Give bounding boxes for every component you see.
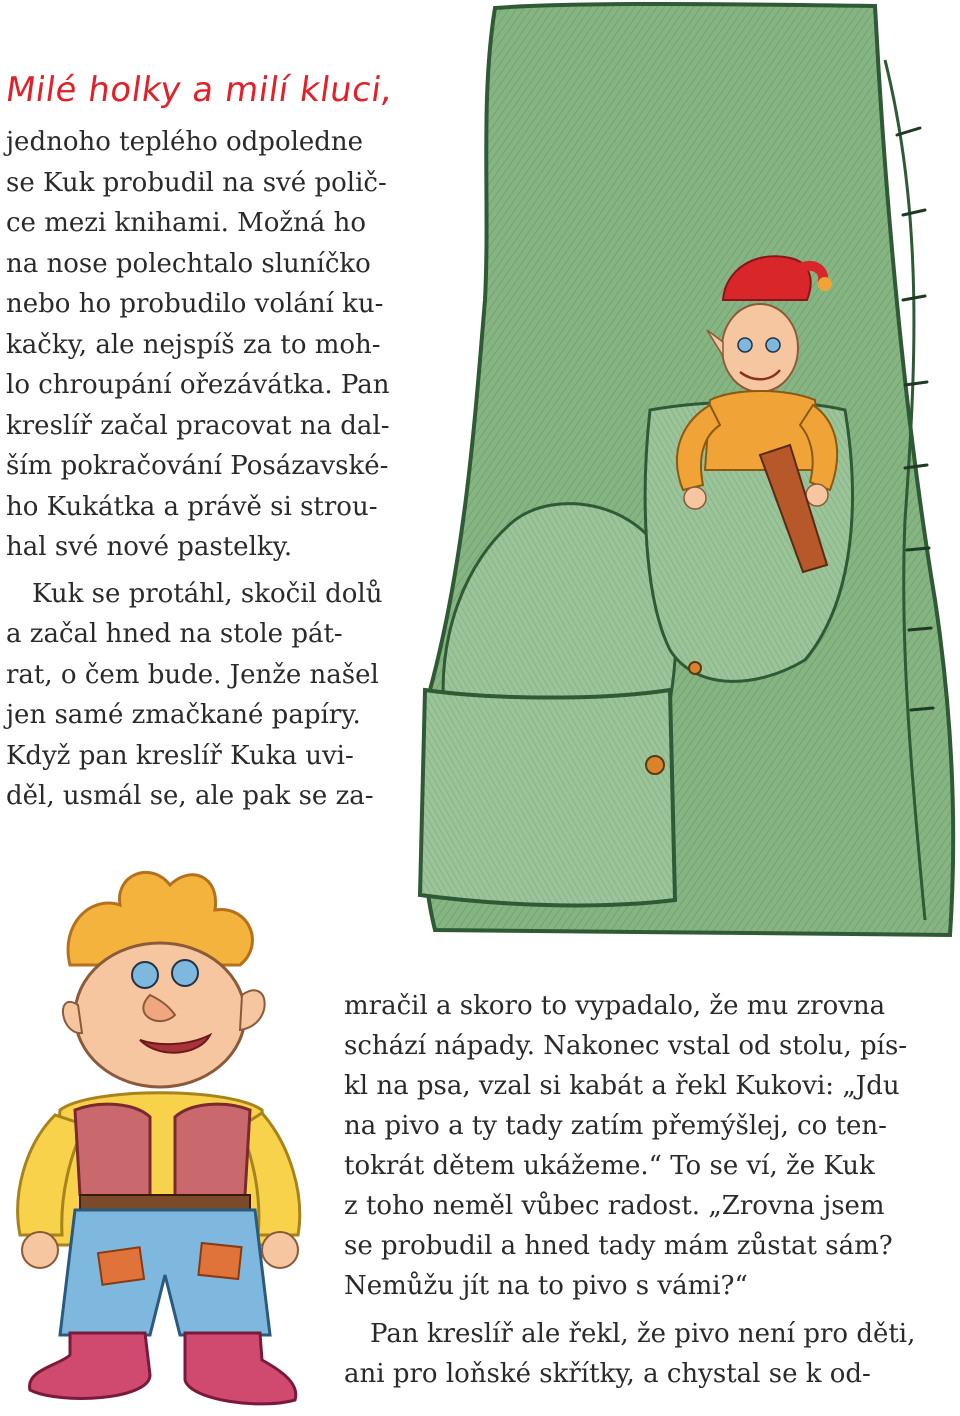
paragraph-3 [344,986,906,1306]
text-line: lo chroupání ořezávátka. Pan [6,370,390,400]
text-line: Kuk se protáhl, skočil dolů [32,578,383,609]
text-line: kreslíř začal pracovat na dal- [6,410,390,441]
text-line: se Kuk probudil na své polič- [6,167,387,198]
text-line: ším pokračování Posázavské- [6,451,389,481]
cuff-button [646,756,664,774]
pocket-button [689,662,701,674]
text-line: nebo ho probudilo volání ku- [6,289,384,319]
kuk-illustration [0,855,335,1416]
text-line: děl, usmál se, ale pak se za- [6,781,374,811]
kuk-boot-left [30,1333,150,1398]
text-line: na nose polechtalo sluníčko [6,248,371,279]
text-line: ce mezi knihami. Možná ho [6,208,366,238]
text-line: rat, o čem bude. Jenže našel [6,659,379,690]
greeting-heading: Milé holky a milí kluci, [3,70,396,110]
text-line: a začal hned na stole pát- [6,619,343,649]
kuk-boot-right [185,1333,296,1404]
trouser-patch-left [98,1247,144,1285]
text-line: na pivo a ty tady zatím přemýšlej, co ten- [344,1111,887,1141]
coat-illustration [405,0,960,945]
text-line: Nemůžu jít na to pivo s vámi?“ [344,1271,748,1301]
text-line: tokrát dětem ukážeme.“ To se ví, že Kuk [344,1151,875,1181]
text-line: kačky, ale nejspíš za to moh- [6,329,381,360]
text-line: mračil a skoro to vypadalo, že mu zrovna [344,991,886,1021]
paragraph-4 [344,1314,916,1394]
coat-cuff [420,690,675,905]
text-column-bottom [344,986,916,1394]
text-line: z toho neměl vůbec radost. „Zrovna jsem [344,1191,885,1221]
text-line: jednoho teplého odpoledne [6,127,364,157]
text-line: schází nápady. Nakonec vstal od stolu, pís- [344,1031,908,1061]
text-line: Pan kreslíř ale řekl, že pivo není pro děti, [370,1319,916,1349]
text-line: ho Kukátka a právě si strou- [6,491,378,522]
text-line: Když pan kreslíř Kuka uvi- [6,740,354,771]
text-line: hal své nové pastelky. [6,532,293,562]
text-line: se probudil a hned tady mám zůstat sám? [344,1231,893,1261]
text-line: jen samé zmačkané papíry. [6,700,361,730]
text-column-top [6,122,394,817]
text-line: ani pro loňské skřítky, a chystal se k od- [344,1359,871,1389]
trouser-patch-right [198,1243,241,1279]
text-line: kl na psa, vzal si kabát a řekl Kukovi: „Jdu [344,1071,900,1101]
paragraph-1 [6,122,394,568]
paragraph-2 [6,574,394,817]
